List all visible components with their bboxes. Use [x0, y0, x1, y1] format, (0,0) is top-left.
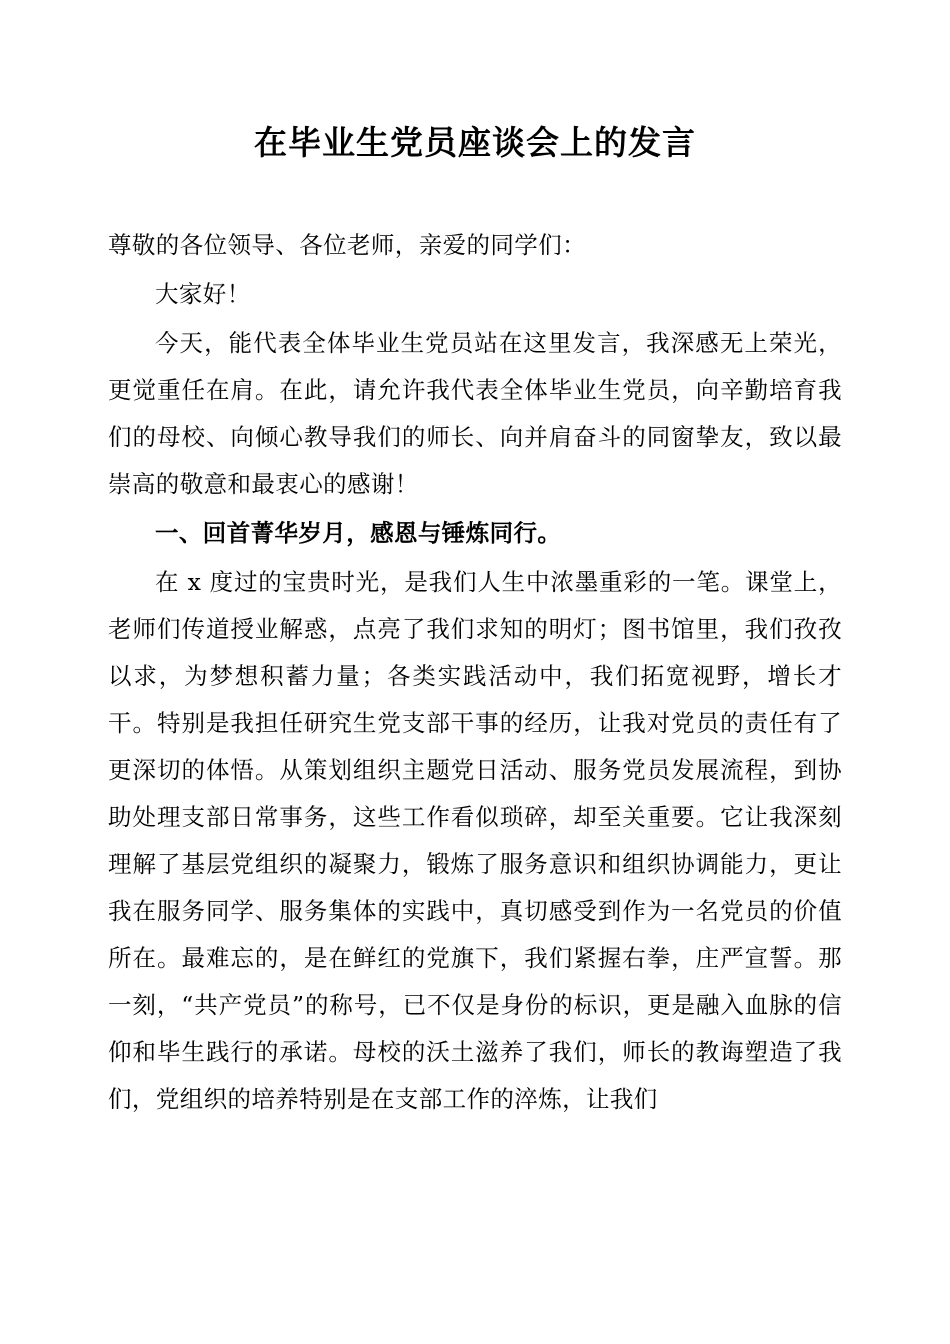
- section-heading-1: 一、回首菁华岁月，感恩与锤炼同行。: [155, 519, 562, 548]
- paragraph-opening: 今天，能代表全体毕业生党员站在这里发言，我深感无上荣光，更觉重任在肩。在此，请允许我代表全体毕业生党员，向辛勤培育我们的母校、向倾心教导我们的师长、向并肩奋斗的同窗挚友，致以最崇高的敬意和最衷心的感谢！: [108, 329, 842, 499]
- paragraph-section-1-body: 在 x 度过的宝贵时光，是我们人生中浓墨重彩的一笔。课堂上，老师们传道授业解惑，点亮了我们求知的明灯；图书馆里，我们孜孜以求，为梦想积蓄力量；各类实践活动中，我们拓宽视野，增长才干。特别是我担任研究生党支部干事的经历，让我对党员的责任有了更深切的体悟。从策划组织主题党日活动、服务党员发展流程，到协助处理支部日常事务，这些工作看似琐碎，却至关重要。它让我深刻理解了基层党组织的凝聚力，锻炼了服务意识和组织协调能力，更让我在服务同学、服务集体的实践中，真切感受到作为一名党员的价值所在。最难忘的，是在鲜红的党旗下，我们紧握右拳，庄严宣誓。那一刻，“共产党员”的称号，已不仅是身份的标识，更是融入血脉的信仰和毕生践行的承诺。母校的沃土滋养了我们，师长的教诲塑造了我们，党组织的培养特别是在支部工作的淬炼，让我们: [108, 568, 842, 1114]
- page-title: 在毕业生党员座谈会上的发言: [254, 123, 696, 162]
- paragraph-salutation: 尊敬的各位领导、各位老师，亲爱的同学们：: [108, 231, 586, 260]
- paragraph-greeting: 大家好！: [155, 280, 251, 309]
